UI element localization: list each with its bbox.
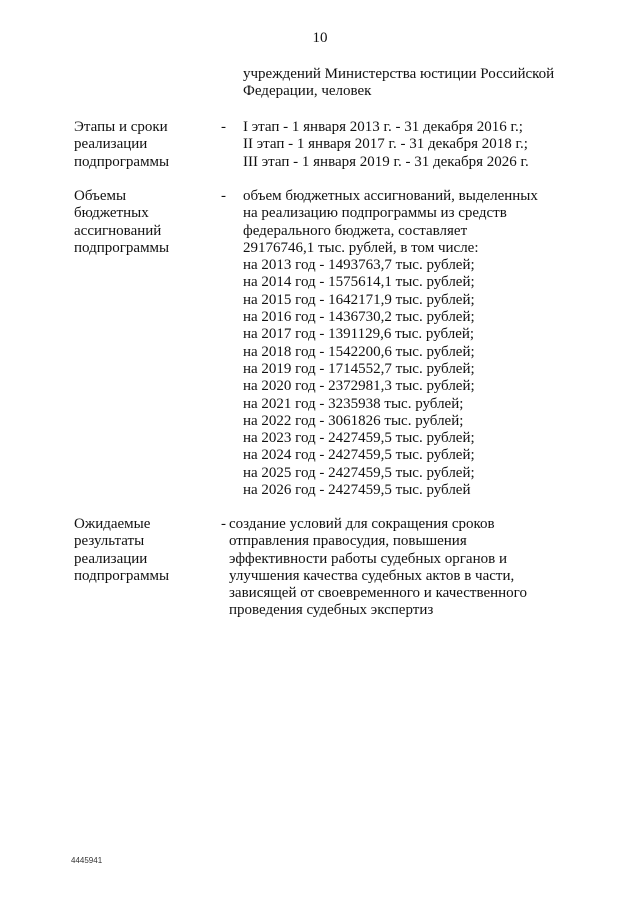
value-line: на 2019 год - 1714552,7 тыс. рублей; — [243, 360, 475, 377]
section-value — [243, 188, 538, 499]
value-line: создание условий для сокращения сроков — [229, 516, 495, 532]
section-value — [243, 119, 529, 171]
section-dash: - — [221, 119, 226, 135]
value-line: I этап - 1 января 2013 г. - 31 декабря 2016 г.; — [243, 119, 523, 135]
value-line: на реализацию подпрограммы из средств — [243, 205, 507, 222]
value-line: объем бюджетных ассигнований, выделенных — [243, 188, 538, 204]
value-line: II этап - 1 января 2017 г. - 31 декабря 2018 г.; — [243, 136, 528, 153]
value-line: на 2024 год - 2427459,5 тыс. рублей; — [243, 447, 475, 464]
value-line: проведения судебных экспертиз — [229, 602, 434, 619]
label-line: Ожидаемые — [74, 516, 151, 532]
value-line: на 2014 год - 1575614,1 тыс. рублей; — [243, 274, 475, 291]
section-dash: - — [221, 188, 226, 204]
value-line: на 2016 год - 1436730,2 тыс. рублей; — [243, 309, 475, 326]
value-line: улучшения качества судебных актов в части, — [229, 567, 515, 584]
value-line: отправления правосудия, повышения — [229, 533, 467, 550]
section-label — [74, 119, 204, 171]
page-number: 10 — [312, 30, 328, 46]
continuation-text — [243, 66, 554, 101]
label-line: реализации — [74, 136, 148, 153]
label-line: подпрограммы — [74, 567, 170, 584]
section-label — [74, 188, 204, 257]
value-line: зависящей от своевременного и качественного — [229, 585, 527, 602]
text-line: учреждений Министерства юстиции Российской — [243, 66, 555, 82]
document-code: 4445941 — [71, 856, 103, 865]
label-line: реализации — [74, 550, 148, 567]
value-line: эффективности работы судебных органов и — [229, 550, 507, 567]
section-label — [74, 516, 204, 585]
value-line: на 2018 год - 1542200,6 тыс. рублей; — [243, 343, 475, 360]
section-value — [229, 516, 527, 620]
value-line: на 2013 год - 1493763,7 тыс. рублей; — [243, 257, 475, 274]
value-line: на 2015 год - 1642171,9 тыс. рублей; — [243, 291, 475, 308]
value-line: на 2026 год - 2427459,5 тыс. рублей — [243, 482, 471, 499]
value-line: III этап - 1 января 2019 г. - 31 декабря 2026 г. — [243, 153, 529, 170]
label-line: Объемы — [74, 188, 127, 204]
label-line: ассигнований — [74, 222, 162, 239]
value-line: на 2017 год - 1391129,6 тыс. рублей; — [243, 326, 475, 343]
value-line: на 2025 год - 2427459,5 тыс. рублей; — [243, 464, 475, 481]
label-line: Этапы и сроки — [74, 119, 168, 135]
text-line: Федерации, человек — [243, 83, 372, 100]
section-dash: - — [221, 516, 226, 532]
value-line: федерального бюджета, составляет — [243, 222, 468, 239]
label-line: подпрограммы — [74, 153, 170, 170]
value-line: 29176746,1 тыс. рублей, в том числе: — [243, 239, 479, 256]
label-line: бюджетных — [74, 205, 149, 222]
label-line: подпрограммы — [74, 239, 170, 256]
value-line: на 2020 год - 2372981,3 тыс. рублей; — [243, 378, 475, 395]
value-line: на 2022 год - 3061826 тыс. рублей; — [243, 412, 464, 429]
label-line: результаты — [74, 533, 145, 550]
value-line: на 2023 год - 2427459,5 тыс. рублей; — [243, 430, 475, 447]
value-line: на 2021 год - 3235938 тыс. рублей; — [243, 395, 464, 412]
